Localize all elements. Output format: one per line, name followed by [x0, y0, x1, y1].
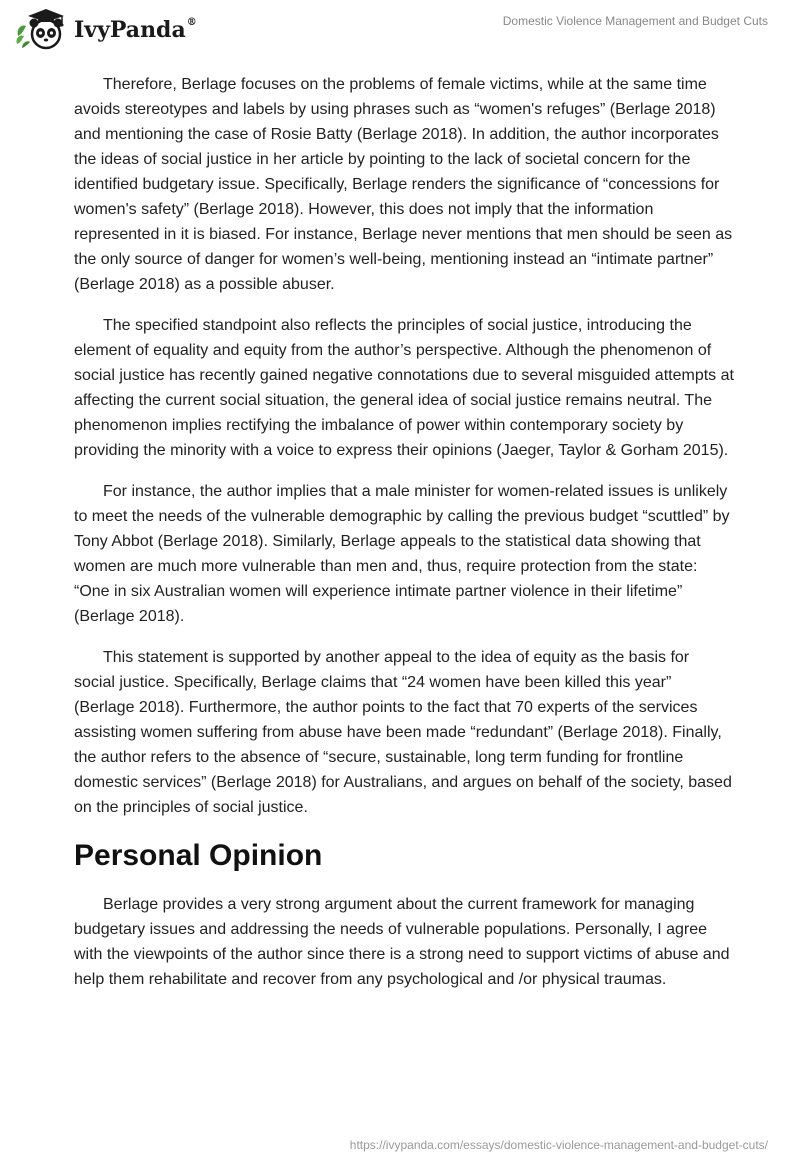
registered-mark: ® [186, 16, 197, 28]
ivypanda-logo[interactable] [14, 6, 197, 52]
opinion-paragraph: Berlage provides a very strong argument about the current framework for managing budgetary issues and addressing the needs of vulnerable populations. Personally, I agree with the viewpoints of the author since there is a strong need to support victims of abuse and help them rehabilitate and recover from any psychological and /or physical traumas. [74, 896, 730, 988]
body-paragraph: For instance, the author implies that a male minister for women-related issues is unlikely to meet the needs of the vulnerable demographic by calling the previous budget “scuttled” by Tony Abbot (Berlage 2018). Similarly, Berlage appeals to the statistical data showing that women are much more vulnerable than men and, thus, require protection from the state: “One in six Australian women will experience intimate partner violence in their lifetime” (Berlage 2018). [74, 483, 730, 625]
logo-text: IvyPanda® [74, 16, 197, 43]
essay-content [74, 72, 734, 1008]
section-heading-personal-opinion: Personal Opinion [74, 839, 323, 872]
body-paragraph: The specified standpoint also reflects the principles of social justice, introducing the element of equality and equity from the author’s perspective. Although the phenomenon of social justice has recently gained negative connotations due to several misguided attempts at affecting the current social situation, the general idea of social justice remains neutral. The phenomenon implies rectifying the imbalance of power within contemporary society by providing the minority with a voice to express their opinions (Jaeger, Taylor & Gorham 2015). [74, 317, 734, 459]
document-title: Domestic Violence Management and Budget Cuts [502, 14, 768, 28]
body-paragraph: Therefore, Berlage focuses on the problems of female victims, while at the same time avoids stereotypes and labels by using phrases such as “women's refuges” (Berlage 2018) and mentioning the case of Rosie Batty (Berlage 2018). In addition, the author incorporates the ideas of social justice in her article by pointing to the lack of societal concern for the identified budgetary issue. Specifically, Berlage renders the significance of “concessions for women's safety” (Berlage 2018). However, this does not imply that the information represented in it is biased. For instance, Berlage never mentions that men should be seen as the only source of danger for women’s well-being, mentioning instead an “intimate partner” (Berlage 2018) as a possible abuser. [74, 76, 733, 293]
source-url[interactable]: https://ivypanda.com/essays/domestic-violence-management-and-budget-cuts/ [349, 1138, 768, 1152]
body-paragraph: This statement is supported by another appeal to the idea of equity as the basis for social justice. Specifically, Berlage claims that “24 women have been killed this year” (Berlage 2018). Furthermore, the author points to the fact that 70 experts of the services assisting women suffering from abuse have been made “redundant” (Berlage 2018). Finally, the author refers to the absence of “secure, sustainable, long term funding for frontline domestic services” (Berlage 2018) for Australians, and argues on behalf of the society, based on the principles of social justice. [74, 649, 732, 816]
page-header [0, 0, 800, 60]
panda-graduate-icon [14, 6, 70, 52]
